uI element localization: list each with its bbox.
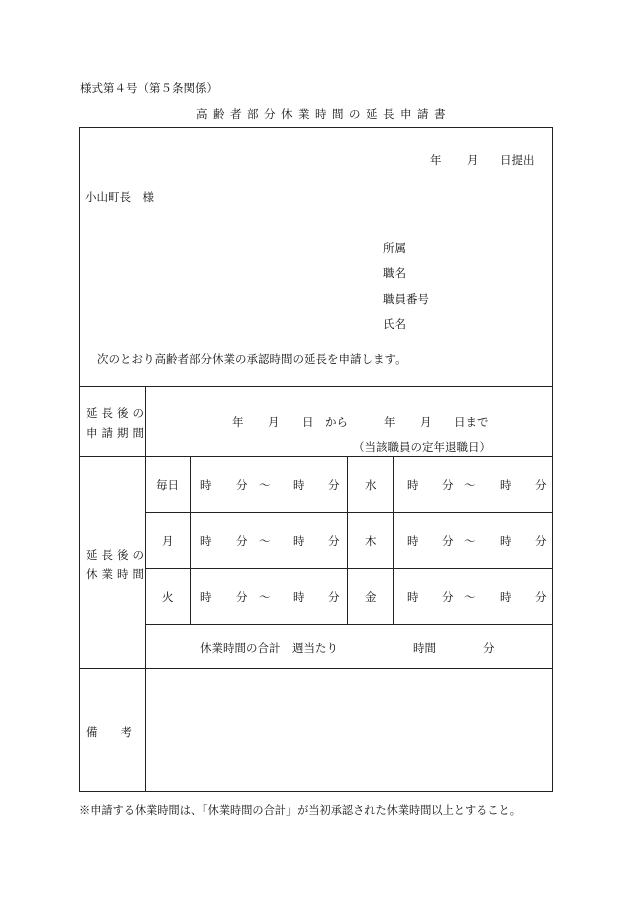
divider: [145, 512, 553, 513]
minute-label: 分: [236, 534, 248, 548]
minute-label: 分: [328, 534, 340, 548]
hour-label: 時: [500, 534, 512, 548]
tilde: 〜: [464, 478, 476, 492]
affiliation-label: 所属: [383, 241, 406, 255]
submit-month-label: 月: [467, 153, 479, 167]
hour-label: 時: [200, 534, 212, 548]
minute-label: 分: [535, 590, 547, 604]
period-to-year: 年: [384, 415, 396, 429]
period-from-month: 月: [268, 415, 280, 429]
period-from-text: から: [325, 415, 348, 429]
addressee: 小山町長 様: [85, 190, 154, 204]
employee-number-label: 職員番号: [383, 292, 429, 306]
label-column-divider: [145, 386, 146, 792]
leave-label-line2: 休業時間: [86, 567, 148, 581]
form-title: 高齢者部分休業時間の延長申請書: [196, 107, 451, 121]
divider: [79, 456, 553, 457]
total-minutes-label: 分: [483, 641, 495, 655]
period-to-month: 月: [420, 415, 432, 429]
remarks-label: 備 考: [86, 725, 132, 739]
period-label-line1: 延長後の: [86, 406, 148, 420]
day-label-friday: 金: [365, 590, 377, 604]
tilde: 〜: [259, 534, 271, 548]
submit-year-label: 年: [430, 153, 442, 167]
tilde: 〜: [259, 478, 271, 492]
divider: [145, 624, 553, 625]
minute-label: 分: [535, 478, 547, 492]
footnote: ※申請する休業時間は、「休業時間の合計」が当初承認された休業時間以上とすること。: [79, 804, 521, 817]
minute-label: 分: [442, 534, 454, 548]
minute-label: 分: [442, 478, 454, 492]
period-label-line2: 申請期間: [86, 426, 148, 440]
hour-label: 時: [200, 478, 212, 492]
day-label-monday: 月: [162, 534, 174, 548]
period-from-day: 日: [302, 415, 314, 429]
day-column-divider: [393, 456, 394, 624]
day-label-daily: 毎日: [156, 478, 179, 492]
hour-label: 時: [407, 534, 419, 548]
tilde: 〜: [259, 590, 271, 604]
request-statement: 次のとおり高齢者部分休業の承認時間の延長を申請します。: [97, 352, 407, 366]
period-from-year: 年: [232, 415, 244, 429]
divider: [79, 386, 553, 387]
day-label-wednesday: 水: [365, 478, 377, 492]
hour-label: 時: [200, 590, 212, 604]
minute-label: 分: [442, 590, 454, 604]
hour-label: 時: [293, 590, 305, 604]
hour-label: 時: [500, 478, 512, 492]
leave-label-line1: 延長後の: [86, 548, 148, 562]
hour-label: 時: [500, 590, 512, 604]
name-label: 氏名: [383, 317, 406, 331]
minute-label: 分: [328, 478, 340, 492]
divider: [145, 568, 553, 569]
minute-label: 分: [535, 534, 547, 548]
total-label: 休業時間の合計 週当たり: [200, 641, 338, 655]
period-to-day: 日まで: [454, 415, 489, 429]
tilde: 〜: [464, 590, 476, 604]
hour-label: 時: [407, 590, 419, 604]
day-column-divider: [347, 456, 348, 624]
hour-label: 時: [293, 478, 305, 492]
day-label-thursday: 木: [365, 534, 377, 548]
submit-day-label: 日提出: [500, 153, 535, 167]
day-column-divider: [190, 456, 191, 624]
minute-label: 分: [236, 590, 248, 604]
period-note: （当該職員の定年退職日）: [353, 440, 491, 454]
total-hours-label: 時間: [413, 641, 436, 655]
form-number: 様式第４号（第５条関係）: [80, 81, 218, 95]
hour-label: 時: [293, 534, 305, 548]
minute-label: 分: [328, 590, 340, 604]
tilde: 〜: [464, 534, 476, 548]
position-label: 職名: [383, 266, 406, 280]
form-frame: [79, 127, 553, 792]
day-label-tuesday: 火: [162, 590, 174, 604]
divider: [79, 668, 553, 669]
minute-label: 分: [236, 478, 248, 492]
hour-label: 時: [407, 478, 419, 492]
